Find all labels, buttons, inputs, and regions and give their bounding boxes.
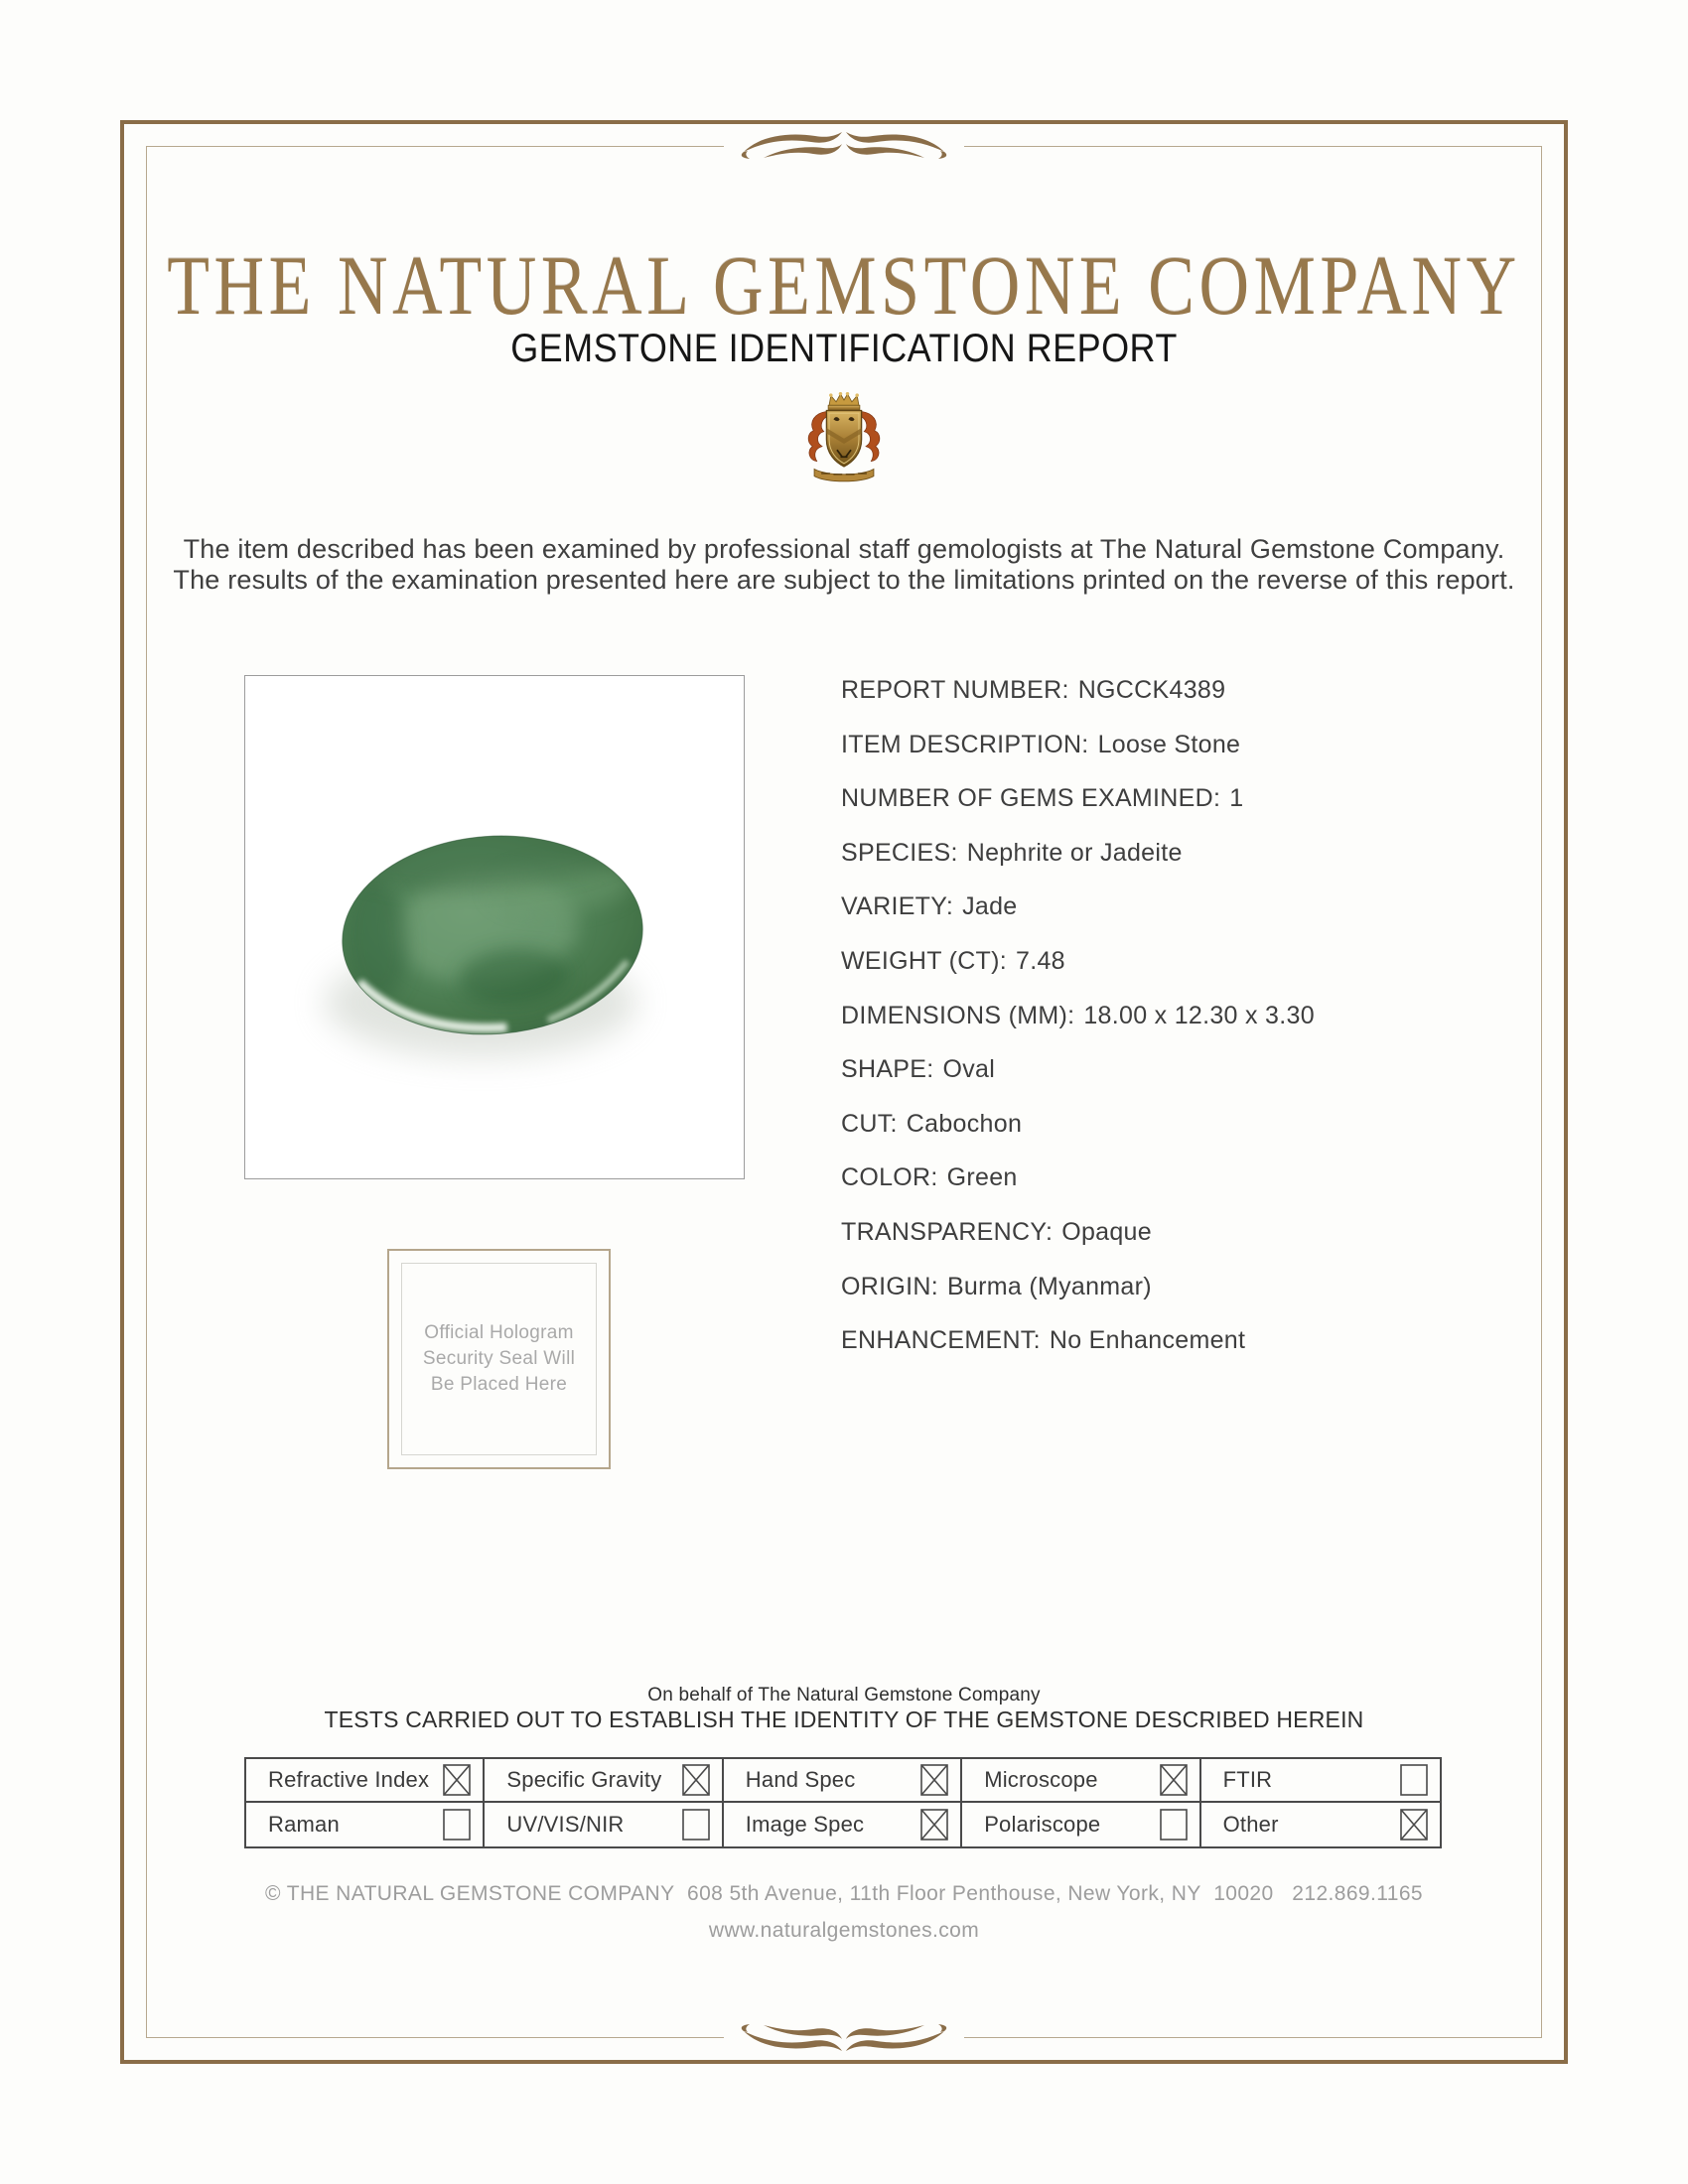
hologram-text-line: Security Seal Will	[422, 1348, 576, 1369]
details-list	[841, 677, 1486, 1382]
test-cell	[962, 1803, 1200, 1846]
test-label: Other	[1222, 1812, 1279, 1837]
detail-value: No Enhancement	[1049, 1326, 1246, 1355]
test-cell	[485, 1759, 723, 1803]
test-checkbox	[443, 1809, 471, 1841]
test-checkbox	[1160, 1764, 1188, 1796]
detail-label: WEIGHT (CT):	[841, 946, 1008, 975]
test-cell	[1201, 1803, 1440, 1846]
hologram-seal-inner-box	[401, 1263, 597, 1455]
examination-statement-line2: The results of the examination presented here are subject to the limitations printed on the reverse of this report.	[173, 565, 1515, 595]
swirl-ornament-icon	[740, 130, 948, 164]
detail-row	[841, 1056, 1486, 1111]
swirl-ornament-icon	[740, 2019, 948, 2053]
hologram-text-line: Official Hologram	[424, 1322, 574, 1343]
jade-cabochon-image	[245, 676, 742, 1176]
test-label: Refractive Index	[268, 1767, 430, 1792]
test-label: FTIR	[1222, 1767, 1273, 1792]
test-label: Polariscope	[984, 1812, 1101, 1837]
detail-label: NUMBER OF GEMS EXAMINED:	[841, 784, 1221, 813]
detail-row	[841, 1219, 1486, 1274]
tests-heading: TESTS CARRIED OUT TO ESTABLISH THE IDENTITY OF THE GEMSTONE DESCRIBED HEREIN	[324, 1706, 1364, 1732]
detail-label: VARIETY:	[841, 892, 954, 921]
examination-statement-line1: The item described has been examined by professional staff gemologists at The Natural Gemstone Company.	[183, 534, 1505, 564]
detail-row	[841, 1327, 1486, 1382]
company-crest-icon	[800, 392, 888, 488]
detail-value: NGCCK4389	[1077, 676, 1226, 704]
detail-value: Oval	[942, 1055, 996, 1084]
footer-address: © THE NATURAL GEMSTONE COMPANY 608 5th Avenue, 11th Floor Penthouse, New York, NY 10020 212.869.1165	[265, 1882, 1423, 1905]
x-mark	[1401, 1811, 1426, 1840]
test-checkbox	[920, 1809, 948, 1841]
examination-statement	[0, 534, 1688, 596]
bottom-flourish-ornament	[724, 2019, 964, 2053]
test-checkbox	[443, 1764, 471, 1796]
test-checkbox	[682, 1764, 710, 1796]
detail-label: TRANSPARENCY:	[841, 1217, 1054, 1246]
test-checkbox	[1160, 1809, 1188, 1841]
test-label: Specific Gravity	[506, 1767, 662, 1792]
tests-table	[244, 1757, 1442, 1848]
detail-row	[841, 1111, 1486, 1165]
detail-value: 7.48	[1016, 946, 1065, 975]
x-mark	[922, 1811, 947, 1840]
test-cell	[1201, 1759, 1440, 1803]
gemstone-photo	[244, 675, 745, 1179]
detail-label: COLOR:	[841, 1163, 938, 1192]
test-cell	[246, 1759, 485, 1803]
test-checkbox	[682, 1809, 710, 1841]
test-cell	[724, 1803, 962, 1846]
detail-row	[841, 1003, 1486, 1057]
detail-row	[841, 948, 1486, 1003]
detail-label: SPECIES:	[841, 838, 958, 867]
test-label: Image Spec	[745, 1812, 865, 1837]
test-label: Raman	[268, 1812, 340, 1837]
detail-label: ENHANCEMENT:	[841, 1326, 1041, 1355]
detail-value: Burma (Myanmar)	[946, 1272, 1152, 1300]
detail-value: Green	[946, 1163, 1018, 1192]
test-cell	[724, 1759, 962, 1803]
detail-value: 1	[1229, 784, 1244, 813]
detail-row	[841, 893, 1486, 948]
detail-label: ORIGIN:	[841, 1272, 938, 1300]
test-cell	[485, 1803, 723, 1846]
detail-row	[841, 1164, 1486, 1219]
test-checkbox	[1400, 1764, 1428, 1796]
detail-row	[841, 785, 1486, 840]
detail-row	[841, 677, 1486, 732]
hologram-seal-placeholder	[387, 1249, 611, 1469]
x-mark	[445, 1766, 470, 1795]
report-title: GEMSTONE IDENTIFICATION REPORT	[510, 327, 1178, 370]
x-mark	[922, 1766, 947, 1795]
test-label: Microscope	[984, 1767, 1098, 1792]
detail-label: CUT:	[841, 1109, 898, 1138]
test-checkbox	[920, 1764, 948, 1796]
test-cell	[246, 1803, 485, 1846]
detail-row	[841, 840, 1486, 894]
detail-label: SHAPE:	[841, 1055, 934, 1084]
detail-value: Loose Stone	[1097, 730, 1241, 758]
detail-row	[841, 732, 1486, 786]
top-flourish-ornament	[724, 130, 964, 164]
detail-value: Jade	[962, 892, 1018, 921]
company-name-title: THE NATURAL GEMSTONE COMPANY	[167, 239, 1521, 334]
detail-label: DIMENSIONS (MM):	[841, 1001, 1075, 1029]
detail-value: Opaque	[1061, 1217, 1152, 1246]
detail-label: REPORT NUMBER:	[841, 676, 1069, 704]
test-label: UV/VIS/NIR	[506, 1812, 625, 1837]
detail-row	[841, 1274, 1486, 1328]
detail-value: Nephrite or Jadeite	[966, 838, 1183, 867]
x-mark	[683, 1766, 708, 1795]
test-label: Hand Spec	[745, 1767, 856, 1792]
hologram-text-line: Be Placed Here	[430, 1374, 568, 1395]
test-cell	[962, 1759, 1200, 1803]
x-mark	[1161, 1766, 1186, 1795]
detail-label: ITEM DESCRIPTION:	[841, 730, 1089, 758]
detail-value: Cabochon	[906, 1109, 1023, 1138]
footer-website: www.naturalgemstones.com	[708, 1919, 980, 1942]
test-checkbox	[1400, 1809, 1428, 1841]
detail-value: 18.00 x 12.30 x 3.30	[1083, 1001, 1315, 1029]
on-behalf-text: On behalf of The Natural Gemstone Company	[647, 1685, 1041, 1706]
